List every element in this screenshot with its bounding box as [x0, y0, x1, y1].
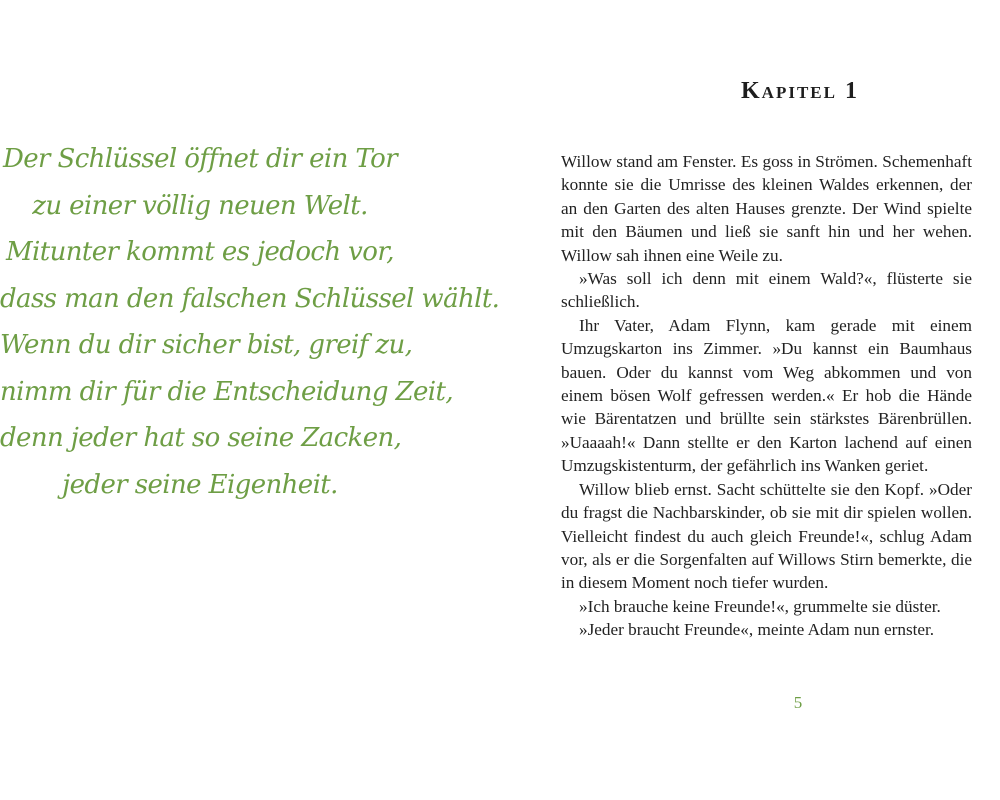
paragraph: »Ich brauche keine Freunde!«, grummelte sie düster. — [579, 596, 941, 616]
poem-line: Der Schlüssel öffnet dir ein Tor — [2, 144, 398, 174]
paragraph: Ihr Vater, Adam Flynn, kam gerade mit einem Umzugskarton ins Zimmer. »Du kannst ein Baumhaus bauen. Oder du kannst vom Weg abkommen und von einem bösen Wolf gefressen werden.« Er hob die Hände wie Bärentatzen und brüllte sein stärkstes Bärenbrüllen. »Uaaaah!« Dann stellte er den Karton lachend auf einen Umzugskistenturm, der gefährlich ins Wanken geriet. — [561, 315, 972, 476]
poem-line: dass man den falschen Schlüssel wählt. — [0, 283, 500, 314]
poem-line: Mitunter kommt es jedoch vor, — [6, 237, 394, 267]
page-number: 5 — [793, 693, 803, 712]
paragraph: Willow blieb ernst. Sacht schüttelte sie den Kopf. »Oder du fragst die Nachbarskinder, ob sie mit dir spielen wollen. Vielleicht findest du auch gleich Freunde!«, schlug Adam vor, als er die Sorgenfalten auf Willows Stirn bemerkte, die in diesem Moment noch tiefer wurden. — [561, 479, 972, 593]
poem-line: nimm dir für die Entscheidung Zeit, — [0, 376, 454, 407]
poem-line: Wenn du dir sicher bist, greif zu, — [0, 330, 413, 360]
paragraph: »Was soll ich denn mit einem Wald?«, flüsterte sie schließlich. — [561, 269, 972, 312]
dedication-poem — [0, 136, 500, 508]
chapter-body — [561, 150, 972, 642]
chapter-title: Kapitel 1 — [741, 78, 859, 104]
paragraph: »Jeder braucht Freunde«, meinte Adam nun ernster. — [579, 620, 935, 640]
paragraph: Willow stand am Fenster. Es goss in Strömen. Schemenhaft konnte sie die Umrisse des kleinen Waldes erkennen, der an den Garten des alten Hauses grenzte. Der Wind spielte mit den Bäumen und ließ sie sanft hin und her wehen. Willow sah ihnen eine Weile zu. — [561, 152, 972, 265]
poem-line: jeder seine Eigenheit. — [62, 469, 338, 500]
poem-line: denn jeder hat so seine Zacken, — [0, 423, 402, 453]
poem-line: zu einer völlig neuen Welt. — [32, 190, 368, 221]
